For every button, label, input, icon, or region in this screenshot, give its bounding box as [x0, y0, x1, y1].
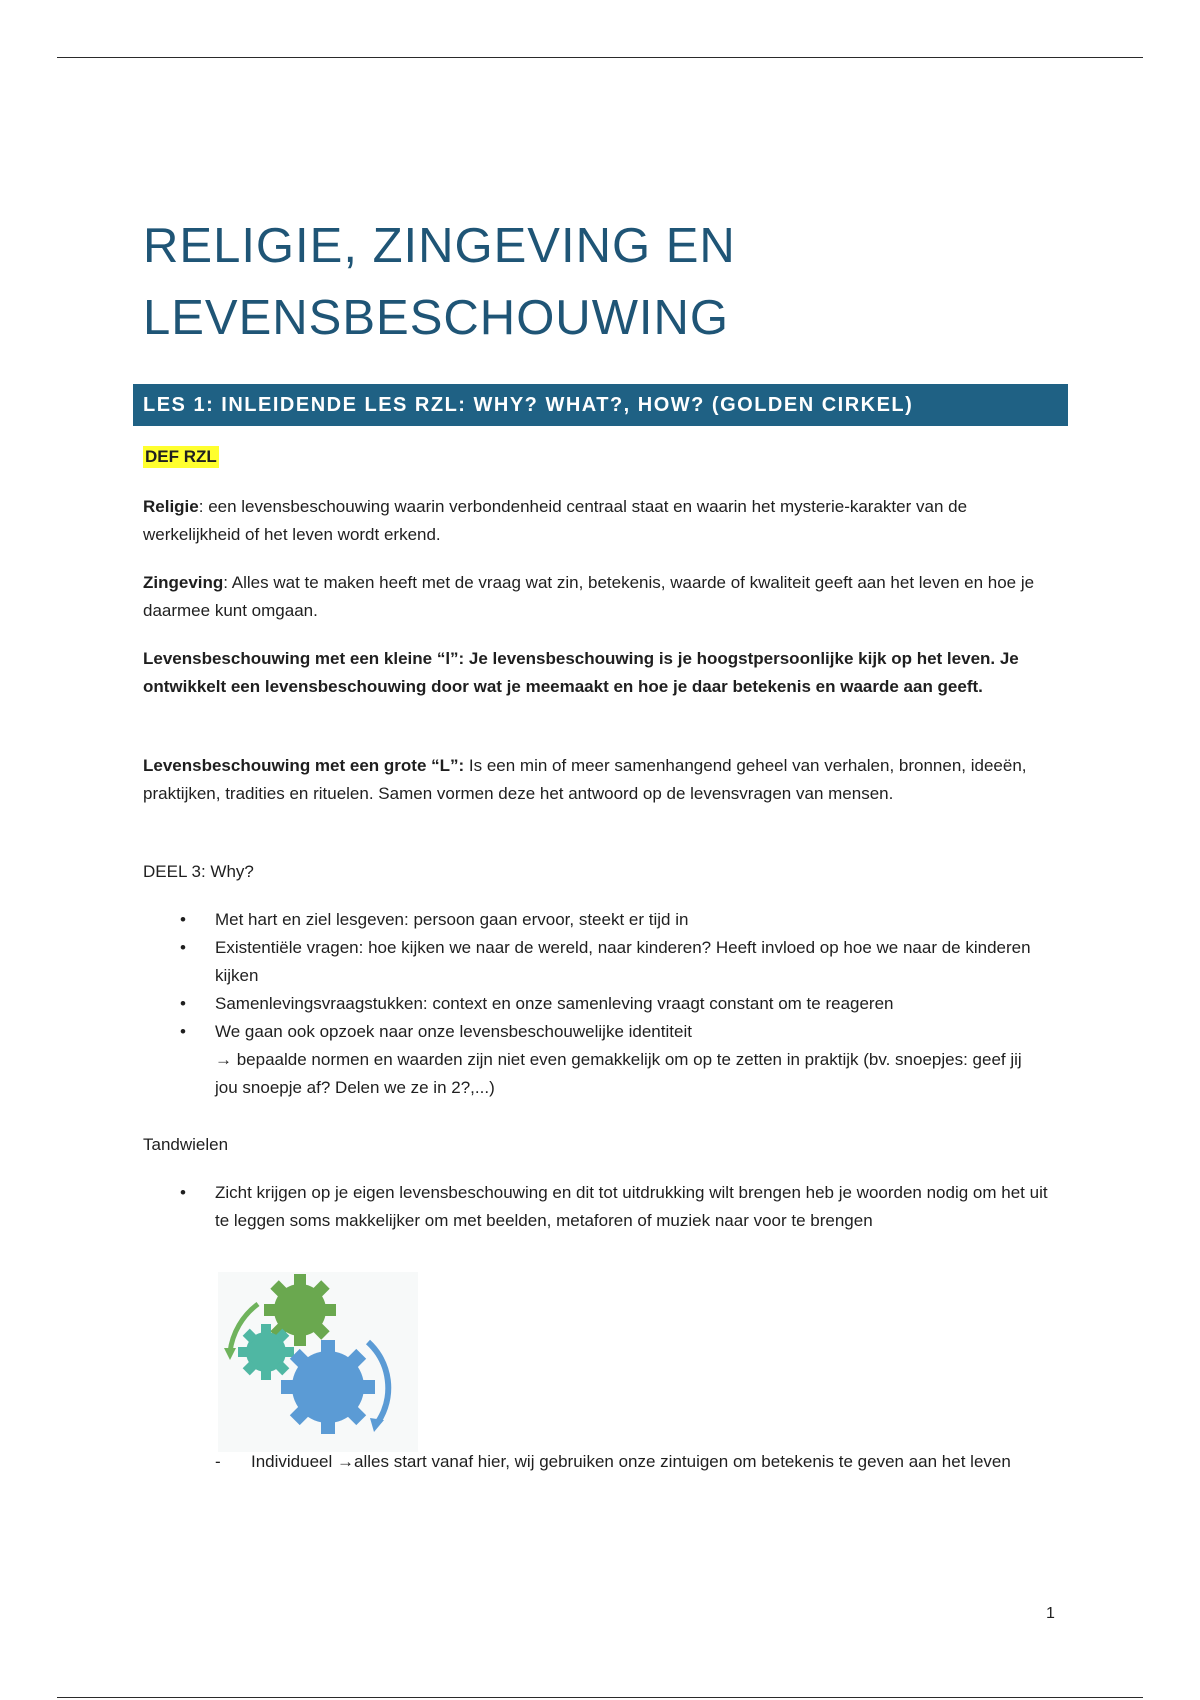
- bullet-dot: •: [180, 910, 186, 929]
- footer-rule: [57, 1697, 1143, 1698]
- gear-social: [238, 1324, 294, 1380]
- tandwielen-bullet-list: [143, 1179, 1048, 1235]
- text-religie: : een levensbeschouwing waarin verbondenheid centraal staat en waarin het mysterie-karakter van de werkelijkheid of het leven wordt erkend.: [143, 497, 968, 544]
- deel3-bullet-list: [143, 906, 1048, 1102]
- bullet-text: We gaan ook opzoek naar onze levensbeschouwelijke identiteit: [215, 1022, 692, 1041]
- document-title: [143, 210, 736, 354]
- text-zingeving: : Alles wat te maken heeft met de vraag wat zin, betekenis, waarde of kwaliteit geeft aan het leven en hoe je daarmee kunt omgaan.: [143, 573, 1035, 620]
- term-zingeving: Zingeving: [143, 573, 224, 592]
- gear-collective: [281, 1340, 375, 1434]
- bullet-arrow-line: → bepaalde normen en waarden zijn niet even gemakkelijk om op te zetten in praktijk (bv. snoepjes: geef jij jou snoepje af? Delen we ze in 2?,...): [215, 1050, 1022, 1097]
- bullet-text: Zicht krijgen op je eigen levensbeschouwing en dit tot uitdrukking wilt brengen heb je woorden nodig om het uit te leggen soms makkelijker om met beelden, metaforen of muziek naar voor te brengen: [215, 1183, 1048, 1230]
- page-number: 1: [1046, 1605, 1055, 1622]
- bullet-text: Existentiële vragen: hoe kijken we naar de wereld, naar kinderen? Heeft invloed op hoe we naar de kinderen kijken: [215, 938, 1031, 985]
- deel3-heading: DEEL 3: Why?: [143, 862, 254, 881]
- bullet-text: Met hart en ziel lesgeven: persoon gaan ervoor, steekt er tijd in: [215, 910, 689, 929]
- bullet-text: Samenlevingsvraagstukken: context en onze samenleving vraagt constant om te reageren: [215, 994, 894, 1013]
- definition-zingeving: [143, 569, 1048, 625]
- highlighted-def-label: DEF RZL: [145, 447, 217, 466]
- text-grote-l: Is een min of meer samenhangend geheel van verhalen, bronnen, ideeën, praktijken, tradities en rituelen. Samen vormen deze het antwoord op de levensvragen van mensen.: [143, 756, 1027, 803]
- bullet-dot: •: [180, 994, 186, 1013]
- header-rule: [57, 57, 1143, 58]
- dash-list-item: [215, 1448, 1055, 1476]
- dash-marker: -: [215, 1452, 221, 1471]
- lesson-heading-banner: LES 1: INLEIDENDE LES RZL: WHY? WHAT?, HOW? (GOLDEN CIRKEL): [133, 384, 1068, 426]
- definition-religie: [143, 493, 1048, 549]
- definition-grote-l: [143, 752, 1048, 808]
- list-item: [143, 990, 1048, 1018]
- bullet-dot: •: [180, 1022, 186, 1041]
- tandwielen-heading: Tandwielen: [143, 1135, 229, 1154]
- list-item: [143, 1018, 1048, 1102]
- dash-item-text: Individueel →alles start vanaf hier, wij gebruiken onze zintuigen om betekenis te geven aan het leven: [251, 1452, 1011, 1471]
- list-item: [143, 1179, 1048, 1235]
- term-grote-l: Levensbeschouwing met een grote “L”:: [143, 756, 465, 775]
- title-line-2: LEVENSBESCHOUWING: [143, 291, 730, 345]
- title-line-1: RELIGIE, ZINGEVING EN: [143, 219, 736, 273]
- gears-illustration: [218, 1272, 418, 1452]
- definition-kleine-l: Levensbeschouwing met een kleine “l”: Je levensbeschouwing is je hoogstpersoonlijke kijk op het leven. Je ontwikkelt een levensbeschouwing door wat je meemaakt en hoe je daar betekenis en waarde aan geeft.: [143, 649, 1019, 696]
- term-religie: Religie: [143, 497, 199, 516]
- bullet-dot: •: [180, 938, 186, 957]
- list-item: [143, 906, 1048, 934]
- list-item: [143, 934, 1048, 990]
- bullet-dot: •: [180, 1183, 186, 1202]
